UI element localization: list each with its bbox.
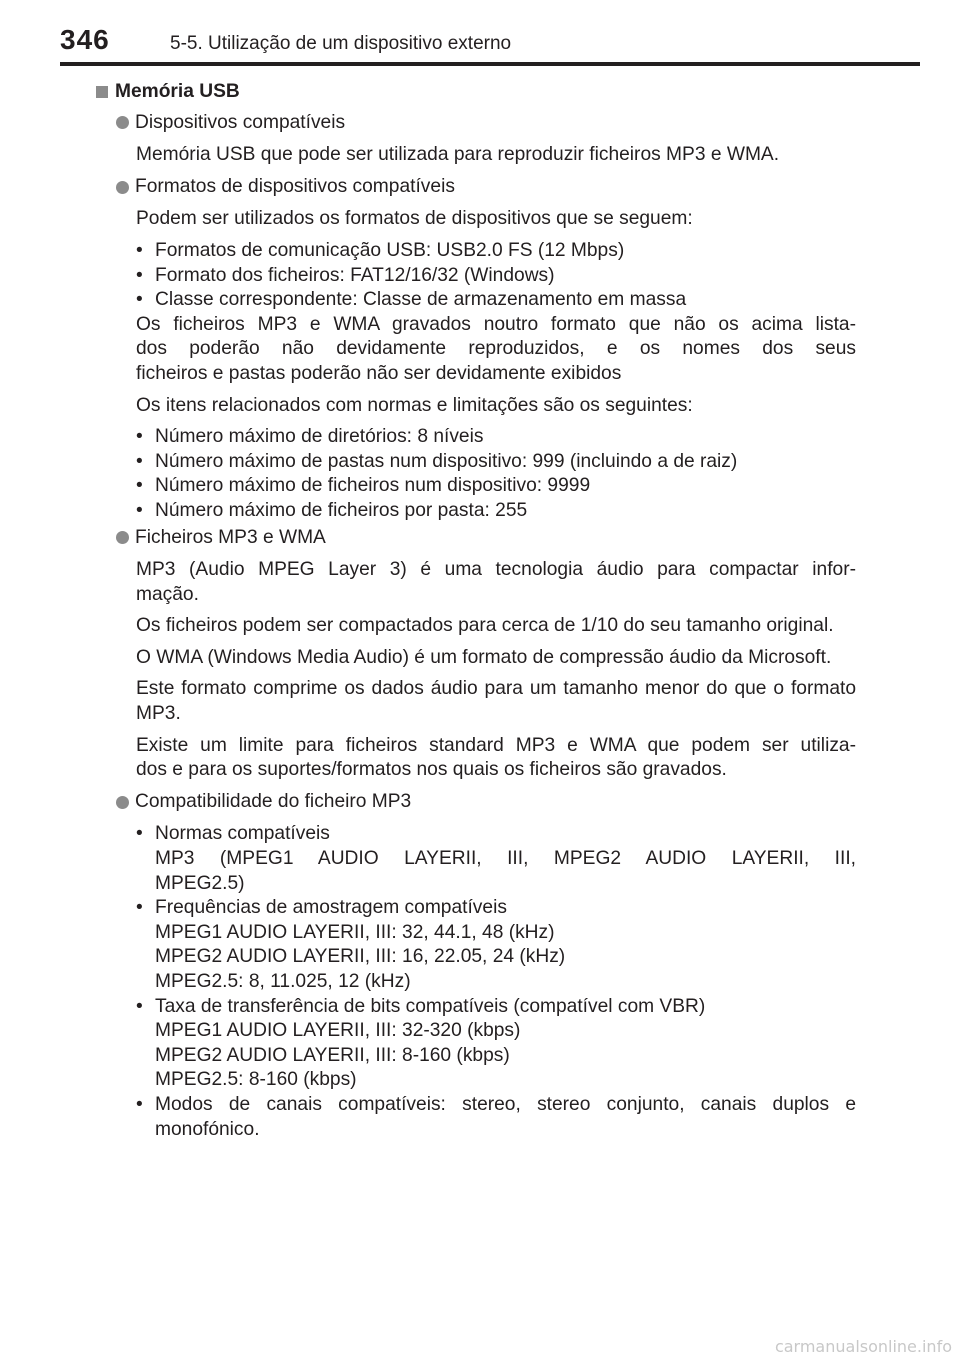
paragraph (136, 734, 856, 783)
format-note (136, 313, 856, 387)
limits-list (136, 425, 856, 523)
paragraph-line: MP3 (Audio MPEG Layer 3) é uma tecnologia áudio para compactar infor- (136, 559, 856, 581)
paragraph-line: Existe um limite para ficheiros standard MP3 e WMA que podem ser utiliza- (136, 734, 856, 756)
paragraph: Podem ser utilizados os formatos de dispositivos que se seguem: (136, 208, 693, 230)
list-item (136, 995, 856, 1093)
circle-bullet-icon (116, 796, 129, 809)
list-item: • Número máximo de pastas num dispositivo: 999 (incluindo a de raiz) (136, 450, 856, 475)
item-label: • Taxa de transferência de bits compatíveis (compatível com VBR) (155, 995, 706, 1017)
item-line: MPEG2 AUDIO LAYERII, III: 16, 22.05, 24 (kHz) (155, 946, 566, 968)
paragraph: Os itens relacionados com normas e limitações são os seguintes: (136, 394, 693, 416)
list-item: • Formato dos ficheiros: FAT12/16/32 (Windows) (136, 264, 856, 289)
section-title: 5-5. Utilização de um dispositivo externo (170, 33, 512, 54)
list-item: • Número máximo de diretórios: 8 níveis (136, 425, 856, 450)
subsection-title: Compatibilidade do ficheiro MP3 (135, 790, 412, 812)
list-item: • Classe correspondente: Classe de armazenamento em massa (136, 288, 856, 313)
item-label: • Frequências de amostragem compatíveis (155, 897, 507, 919)
header-rule (60, 62, 920, 66)
item-line: MPEG1 AUDIO LAYERII, III: 32-320 (kbps) (155, 1020, 521, 1042)
list-item (136, 896, 856, 994)
page-content (98, 80, 856, 1142)
list-item: • Número máximo de ficheiros num dispositivo: 9999 (136, 474, 856, 499)
item-line: MPEG1 AUDIO LAYERII, III: 32, 44.1, 48 (kHz) (155, 921, 555, 943)
compatibility-list (136, 822, 856, 1142)
list-item: • Número máximo de ficheiros por pasta: 255 (136, 499, 856, 524)
subsection-heading-devices (114, 111, 856, 136)
subsection-title: Dispositivos compatíveis (135, 111, 346, 133)
circle-bullet-icon (116, 181, 129, 194)
paragraph: Este formato comprime os dados áudio para um tamanho menor do que o formato MP3. (136, 678, 856, 725)
list-item: • Modos de canais compatíveis: stereo, stereo conjunto, canais duplos e monofónico. (136, 1093, 856, 1142)
list-item: • Formatos de comunicação USB: USB2.0 FS (12 Mbps) (136, 239, 856, 264)
item-line: MPEG2.5: 8, 11.025, 12 (kHz) (155, 971, 411, 992)
watermark: carmanualsonline.info (774, 1337, 952, 1356)
paragraph-line: dos e para os suportes/formatos nos quais os ficheiros são gravados. (136, 759, 727, 781)
note-line: ficheiros e pastas poderão não ser devidamente exibidos (136, 362, 622, 384)
paragraph: Os ficheiros podem ser compactados para cerca de 1/10 do seu tamanho original. (136, 615, 834, 637)
subsection-heading-compatibility (114, 790, 856, 815)
paragraph: Memória USB que pode ser utilizada para reproduzir ficheiros MP3 e WMA. (136, 144, 780, 166)
subsection-heading-formats (114, 175, 856, 200)
paragraph (136, 558, 856, 607)
page-header (60, 24, 920, 64)
item-label: • Normas compatíveis (155, 823, 330, 845)
paragraph: O WMA (Windows Media Audio) é um formato de compressão áudio da Microsoft. (136, 646, 832, 668)
item-line: MPEG2 AUDIO LAYERII, III: 8-160 (kbps) (155, 1044, 510, 1066)
subsection-title: Ficheiros MP3 e WMA (135, 526, 326, 548)
page-number: 346 (60, 24, 110, 55)
circle-bullet-icon (116, 531, 129, 544)
subsection-title: Formatos de dispositivos compatíveis (135, 175, 455, 197)
note-line: Os ficheiros MP3 e WMA gravados noutro formato que não os acima lista- (136, 313, 856, 335)
section-heading (0, 80, 856, 105)
formats-list (136, 239, 856, 313)
subsection-heading-mp3-wma (114, 526, 856, 551)
heading-text: Memória USB (115, 81, 240, 102)
item-line: MPEG2.5: 8-160 (kbps) (155, 1069, 357, 1091)
item-line: MP3 (MPEG1 AUDIO LAYERII, III, MPEG2 AUDIO LAYERII, III, (155, 848, 856, 870)
paragraph-line: mação. (136, 583, 199, 605)
list-item (136, 822, 856, 896)
circle-bullet-icon (116, 116, 129, 129)
item-line: MPEG2.5) (155, 872, 245, 894)
note-line: dos poderão não devidamente reproduzidos, e os nomes dos seus (136, 338, 856, 360)
square-bullet-icon (96, 86, 108, 98)
